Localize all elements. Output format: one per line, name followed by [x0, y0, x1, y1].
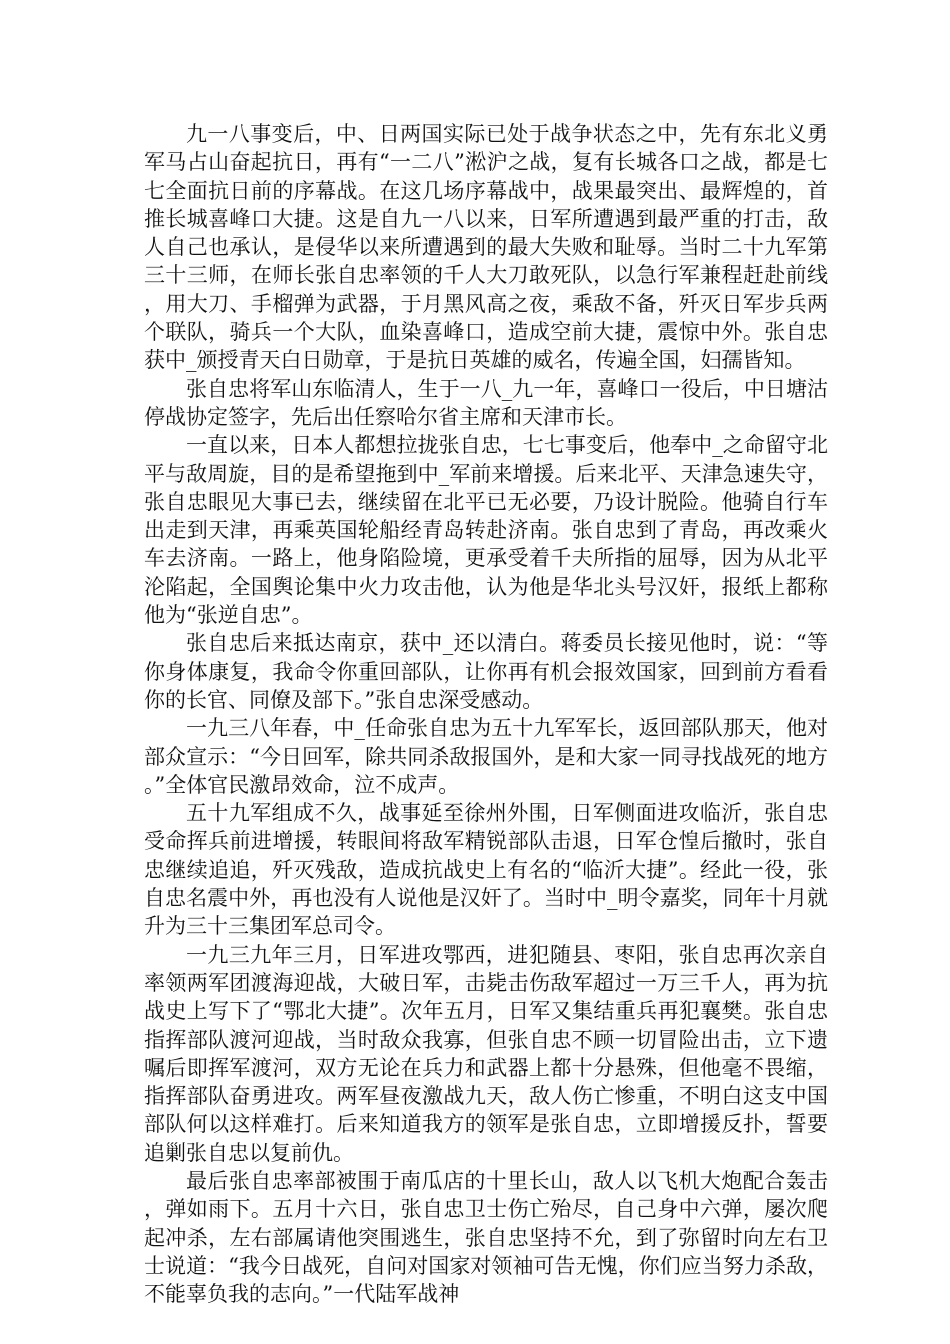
document-body: [144, 120, 828, 1308]
paragraph-5: 一九三八年春，中_任命张自忠为五十九军军长，返回部队那天，他对部众宣示：“今日回军，除共同杀敌报国外，是和大家一同寻找战死的地方。”全体官民激昂效命，泣不成声。: [144, 716, 828, 797]
paragraph-6: 五十九军组成不久，战事延至徐州外围，日军侧面进攻临沂，张自忠受命挥兵前进增援，转眼间将敌军精锐部队击退，日军仓惶后撤时，张自忠继续追追，歼灭残敌，造成抗战史上有名的“临沂大捷”。经此一役，张自忠名震中外，再也没有人说他是汉奸了。当时中_明令嘉奖，同年十月就升为三十三集团军总司令。: [144, 801, 828, 939]
paragraph-7: 一九三九年三月，日军进攻鄂西，进犯随县、枣阳，张自忠再次亲自率领两军团渡海迎战，大破日军，击毙击伤敌军超过一万三千人，再为抗战史上写下了“鄂北大捷”。次年五月，日军又集结重兵再犯襄樊。张自忠指挥部队渡河迎战，当时敌众我寡，但张自忠不顾一切冒险出击，立下遗嘱后即挥军渡河，双方无论在兵力和武器上都十分悬殊，但他毫不畏缩，指挥部队奋勇进攻。两军昼夜激战九天，敌人伤亡惨重，不明白这支中国部队何以这样难打。后来知道我方的领军是张自忠，立即增援反扑，誓要追剿张自忠以复前仇。: [144, 942, 828, 1165]
paragraph-3: 一直以来，日本人都想拉拢张自忠，七七事变后，他奉中_之命留守北平与敌周旋，目的是希望拖到中_军前来增援。后来北平、天津急速失守，张自忠眼见大事已去，继续留在北平已无必要，乃设计脱险。他骑自行车出走到天津，再乘英国轮船经青岛转赴济南。张自忠到了青岛，再改乘火车去济南。一路上，他身陷险境，更承受着千夫所指的屈辱，因为从北平沦陷起，全国舆论集中火力攻击他，认为他是华北头号汉奸，报纸上都称他为“张逆自忠”。: [144, 433, 828, 628]
paragraph-8: 最后张自忠率部被围于南瓜店的十里长山，敌人以飞机大炮配合轰击，弹如雨下。五月十六日，张自忠卫士伤亡殆尽，自己身中六弹，屡次爬起冲杀，左右部属请他突围逃生，张自忠坚持不允，到了弥留时向左右卫士说道：“我今日战死，自问对国家对领袖可告无愧，你们应当努力杀敌，不能辜负我的志向。”一代陆军战神: [144, 1168, 828, 1307]
paragraph-1: 九一八事变后，中、日两国实际已处于战争状态之中，先有东北义勇军马占山奋起抗日，再有“一二八”淞沪之战，复有长城各口之战，都是七七全面抗日前的序幕战。在这几场序幕战中，战果最突出、最辉煌的，首推长城喜峰口大捷。这是自九一八以来，日军所遭遇到最严重的打击，敌人自己也承认，是侵华以来所遭遇到的最大失败和耻辱。当时二十九军第三十三师，在师长张自忠率领的千人大刀敢死队，以急行军兼程赶赴前线，用大刀、手榴弹为武器，于月黑风高之夜，乘敌不备，歼灭日军步兵两个联队，骑兵一个大队，血染喜峰口，造成空前大捷，震惊中外。张自忠获中_颁授青天白日勋章，于是抗日英雄的威名，传遍全国，妇孺皆知。: [144, 122, 828, 373]
paragraph-4: 张自忠后来抵达南京，获中_还以清白。蒋委员长接见他时，说：“等你身体康复，我命令你重回部队，让你再有机会报效国家，回到前方看看你的长官、同僚及部下。”张自忠深受感动。: [144, 631, 828, 712]
paragraph-2: 张自忠将军山东临清人，生于一八_九一年，喜峰口一役后，中日塘沽停战协定签字，先后出任察哈尔省主席和天津市长。: [144, 376, 828, 429]
